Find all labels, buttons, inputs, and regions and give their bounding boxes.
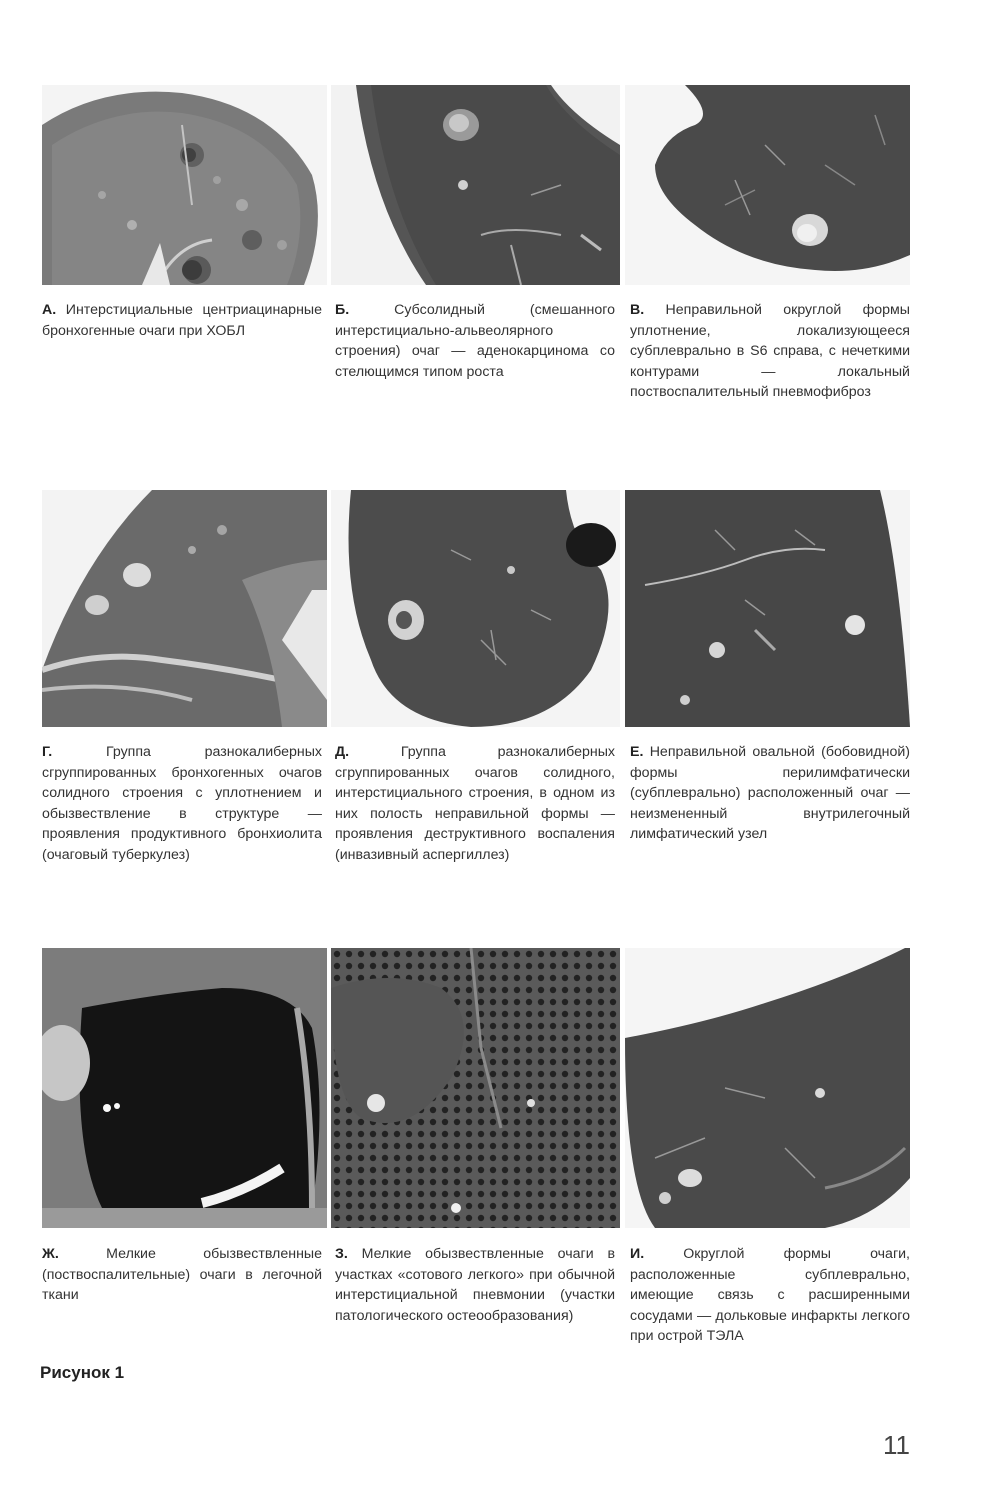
ct-image-a — [42, 85, 327, 285]
ct-image-e — [331, 490, 620, 727]
caption-letter: Г. — [42, 744, 53, 760]
caption-g — [42, 1244, 322, 1306]
ct-image-g — [42, 948, 327, 1228]
caption-a — [42, 300, 322, 341]
caption-letter: В. — [630, 302, 645, 318]
caption-letter: Д. — [335, 744, 350, 760]
ct-image-c — [625, 85, 910, 285]
caption-text: Неправильной овальной (бобовидной) формы перилимфатически (субплеврально) расположенный очаг — неизмененный внутрилегочный лимфатический узел — [630, 744, 910, 842]
caption-text: Мелкие обызвествленные (поствоспалительные) очаги в легочной ткани — [42, 1246, 322, 1303]
caption-letter: А. — [42, 302, 57, 318]
caption-i — [630, 1244, 910, 1347]
caption-letter: И. — [630, 1246, 645, 1262]
ct-image-f — [625, 490, 910, 727]
caption-h — [335, 1244, 615, 1326]
caption-letter: З. — [335, 1246, 348, 1262]
ct-image-i — [625, 948, 910, 1228]
caption-text: Группа разнокалиберных сгруппированных очагов солидного, интерстициального строения, в одном из них полость неправильной формы — проявления деструктивного воспаления (инвазивный аспергиллез) — [335, 744, 615, 863]
caption-d — [42, 742, 322, 865]
caption-letter: Е. — [630, 744, 644, 760]
figure-label: Рисунок 1 — [40, 1363, 125, 1382]
page-number: 11 — [883, 1430, 910, 1460]
ct-image-b — [331, 85, 620, 285]
caption-f — [630, 742, 910, 845]
caption-letter: Б. — [335, 302, 350, 318]
caption-text: Округлой формы очаги, расположенные субплеврально, имеющие связь с расширенными сосудами — дольковые инфаркты легкого при острой ТЭЛА — [630, 1246, 910, 1344]
caption-text: Мелкие обызвествленные очаги в участках «сотового легкого» при обычной интерстициальной пневмонии (участки патологического остеообразования) — [335, 1246, 615, 1324]
caption-c — [630, 300, 910, 403]
ct-image-h — [331, 948, 620, 1228]
caption-text: Группа разнокалиберных сгруппированных бронхогенных очагов солидного строения с уплотнением и обызвествление в структуре — проявления продуктивного бронхиолита (очаговый туберкулез) — [42, 744, 322, 863]
caption-e — [335, 742, 615, 865]
ct-image-d — [42, 490, 327, 727]
caption-text: Интерстициальные центриацинарные бронхогенные очаги при ХОБЛ — [42, 302, 322, 339]
caption-b — [335, 300, 615, 382]
caption-text: Субсолидный (смешанного интерстициально-альвеолярного строения) очаг — аденокарцинома со стелющимся типом роста — [335, 302, 615, 380]
caption-letter: Ж. — [42, 1246, 59, 1262]
caption-text: Неправильной округлой формы уплотнение, локализующееся субплеврально в S6 справа, с нечеткими контурами — локальный поствоспалительный пневмофиброз — [630, 302, 910, 400]
